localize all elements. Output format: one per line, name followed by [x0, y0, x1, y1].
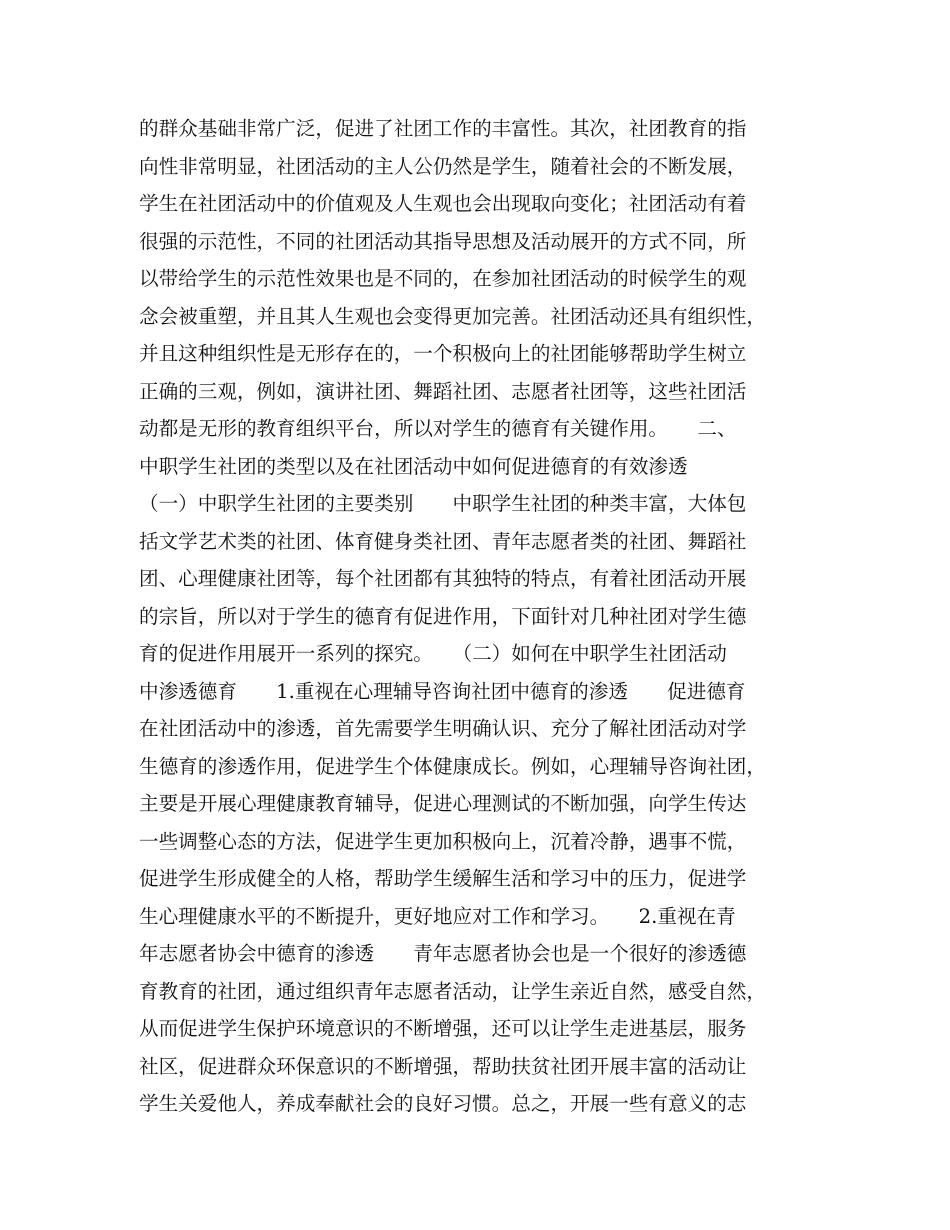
text-line: 育的促进作用展开一系列的探究。 （二）如何在中职学生社团活动	[139, 642, 727, 665]
text-line: 学生在社团活动中的价值观及人生观也会出现取向变化；社团活动有着	[139, 192, 747, 215]
text-line: 生心理健康水平的不断提升，更好地应对工作和学习。 2.重视在青	[139, 904, 736, 928]
text-line: 中渗透德育 1.重视在心理辅导咨询社团中德育的渗透 促进德育	[139, 679, 746, 703]
text-line: 团、心理健康社团等，每个社团都有其独特的特点，有着社团活动开展	[139, 567, 747, 590]
text-line: 育教育的社团，通过组织青年志愿者活动，让学生亲近自然，感受自然，	[139, 979, 766, 1003]
text-line: 生德育的渗透作用，促进学生个体健康成长。例如，心理辅导咨询社团，	[139, 754, 766, 778]
text-line: 的宗旨，所以对于学生的德育有促进作用，下面针对几种社团对学生德	[139, 604, 747, 628]
text-line: （一）中职学生社团的主要类别 中职学生社团的种类丰富，大体包	[139, 492, 747, 515]
text-line: 从而促进学生保护环境意识的不断增强，还可以让学生走进基层，服务	[139, 1017, 747, 1040]
text-line: 中职学生社团的类型以及在社团活动中如何促进德育的有效渗透	[139, 454, 688, 478]
text-line: 括文学艺术类的社团、体育健身类社团、青年志愿者类的社团、舞蹈社	[139, 529, 747, 553]
text-line: 以带给学生的示范性效果也是不同的，在参加社团活动的时候学生的观	[139, 267, 747, 290]
text-line: 促进学生形成健全的人格，帮助学生缓解生活和学习中的压力，促进学	[139, 867, 747, 890]
text-line: 社区，促进群众环保意识的不断增强，帮助扶贫社团开展丰富的活动让	[139, 1054, 747, 1078]
text-line: 向性非常明显，社团活动的主人公仍然是学生，随着社会的不断发展，	[139, 154, 747, 178]
text-line: 念会被重塑，并且其人生观也会变得更加完善。社团活动还具有组织性，	[139, 304, 766, 328]
text-line: 动都是无形的教育组织平台，所以对学生的德育有关键作用。 二、	[139, 417, 737, 440]
body-text	[139, 110, 829, 1123]
text-line: 学生关爱他人，养成奉献社会的良好习惯。总之，开展一些有意义的志	[139, 1092, 747, 1115]
text-line: 在社团活动中的渗透，首先需要学生明确认识、充分了解社团活动对学	[139, 717, 747, 740]
text-line: 很强的示范性，不同的社团活动其指导思想及活动展开的方式不同，所	[139, 229, 747, 253]
text-line: 并且这种组织性是无形存在的，一个积极向上的社团能够帮助学生树立	[139, 342, 747, 365]
text-line: 年志愿者协会中德育的渗透 青年志愿者协会也是一个很好的渗透德	[139, 942, 747, 965]
text-line: 的群众基础非常广泛，促进了社团工作的丰富性。其次，社团教育的指	[139, 117, 747, 140]
text-line: 一些调整心态的方法，促进学生更加积极向上，沉着冷静，遇事不慌，	[139, 829, 747, 853]
text-line: 正确的三观，例如，演讲社团、舞蹈社团、志愿者社团等，这些社团活	[139, 379, 747, 403]
text-line: 主要是开展心理健康教育辅导，促进心理测试的不断加强，向学生传达	[139, 792, 747, 815]
